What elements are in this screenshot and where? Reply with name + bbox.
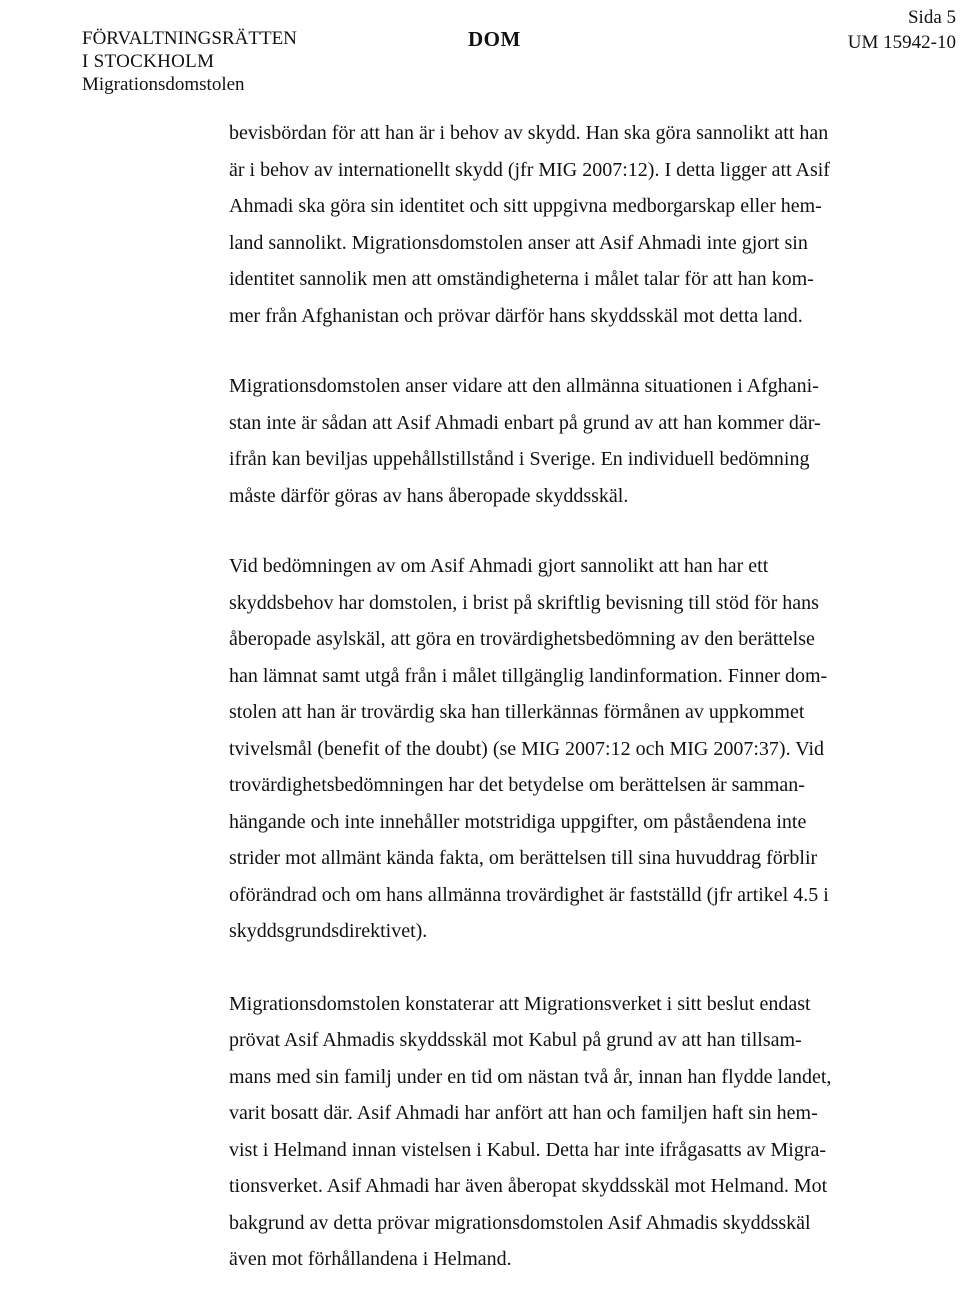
text-line: ifrån kan beviljas uppehållstillstånd i Sverige. En individuell bedömning xyxy=(229,448,810,470)
text-line: är i behov av internationellt skydd (jfr MIG 2007:12). I detta ligger att Asif xyxy=(229,158,830,181)
text-line: strider mot allmänt kända fakta, om berättelsen till sina huvuddrag förblir xyxy=(229,847,818,869)
text-line: stolen att han är trovärdig ska han tillerkännas förmånen av uppkommet xyxy=(229,701,805,723)
case-number: UM 15942-10 xyxy=(847,32,956,53)
text-line: land sannolikt. Migrationsdomstolen anser att Asif Ahmadi inte gjort sin xyxy=(229,231,808,254)
text-line: trovärdighetsbedömningen har det betydelse om berättelsen är samman- xyxy=(229,774,805,796)
text-line: tvivelsmål (benefit of the doubt) (se MIG 2007:12 och MIG 2007:37). Vid xyxy=(229,737,824,760)
paragraph xyxy=(229,368,869,514)
text-line: hängande och inte innehåller motstridiga uppgifter, om påståendena inte xyxy=(229,810,807,833)
text-line: varit bosatt där. Asif Ahmadi har anfört att han och familjen haft sin hem- xyxy=(229,1102,818,1124)
court-city: I STOCKHOLM xyxy=(82,51,215,72)
text-line: tionsverket. Asif Ahmadi har även åberopat skyddsskäl mot Helmand. Mot xyxy=(229,1175,828,1197)
document-type: DOM xyxy=(468,27,521,51)
text-line: bakgrund av detta prövar migrationsdomstolen Asif Ahmadis skyddsskäl xyxy=(229,1211,811,1234)
text-line: skyddsbehov har domstolen, i brist på skriftlig bevisning till stöd för hans xyxy=(229,591,819,614)
paragraph xyxy=(229,548,869,950)
text-line: Ahmadi ska göra sin identitet och sitt uppgivna medborgarskap eller hem- xyxy=(229,195,822,217)
page-number: Sida 5 xyxy=(907,7,956,28)
text-line: vist i Helmand innan vistelsen i Kabul. Detta har inte ifrågasatts av Migra- xyxy=(229,1138,827,1161)
page-info xyxy=(848,5,956,55)
text-line: Migrationsdomstolen konstaterar att Migrationsverket i sitt beslut endast xyxy=(229,992,811,1015)
paragraph xyxy=(229,115,869,334)
text-line: oförändrad och om hans allmänna trovärdighet är fastställd (jfr artikel 4.5 i xyxy=(229,883,829,906)
text-line: skyddsgrundsdirektivet). xyxy=(229,920,428,942)
court-name: FÖRVALTNINGSRÄTTEN xyxy=(82,28,297,49)
text-line: måste därför göras av hans åberopade skyddsskäl. xyxy=(229,484,629,507)
paragraph xyxy=(229,986,869,1278)
text-line: bevisbördan för att han är i behov av skydd. Han ska göra sannolikt att han xyxy=(229,122,829,144)
court-department: Migrationsdomstolen xyxy=(82,74,245,95)
text-line: åberopade asylskäl, att göra en trovärdighetsbedömning av den berättelse xyxy=(229,628,815,650)
text-line: även mot förhållandena i Helmand. xyxy=(229,1248,512,1270)
text-line: prövat Asif Ahmadis skyddsskäl mot Kabul på grund av att han tillsam- xyxy=(229,1029,802,1051)
text-line: stan inte är sådan att Asif Ahmadi enbart på grund av att han kommer där- xyxy=(229,411,821,434)
text-line: han lämnat samt utgå från i målet tillgänglig landinformation. Finner dom- xyxy=(229,664,828,687)
text-line: identitet sannolik men att omständigheterna i målet talar för att han kom- xyxy=(229,268,814,290)
text-line: Vid bedömningen av om Asif Ahmadi gjort sannolikt att han har ett xyxy=(229,555,769,577)
text-line: mer från Afghanistan och prövar därför hans skyddsskäl mot detta land. xyxy=(229,304,803,327)
document-body xyxy=(229,115,869,1312)
court-header xyxy=(82,27,297,96)
text-line: mans med sin familj under en tid om nästan två år, innan han flydde landet, xyxy=(229,1065,832,1088)
text-line: Migrationsdomstolen anser vidare att den allmänna situationen i Afghani- xyxy=(229,375,819,397)
